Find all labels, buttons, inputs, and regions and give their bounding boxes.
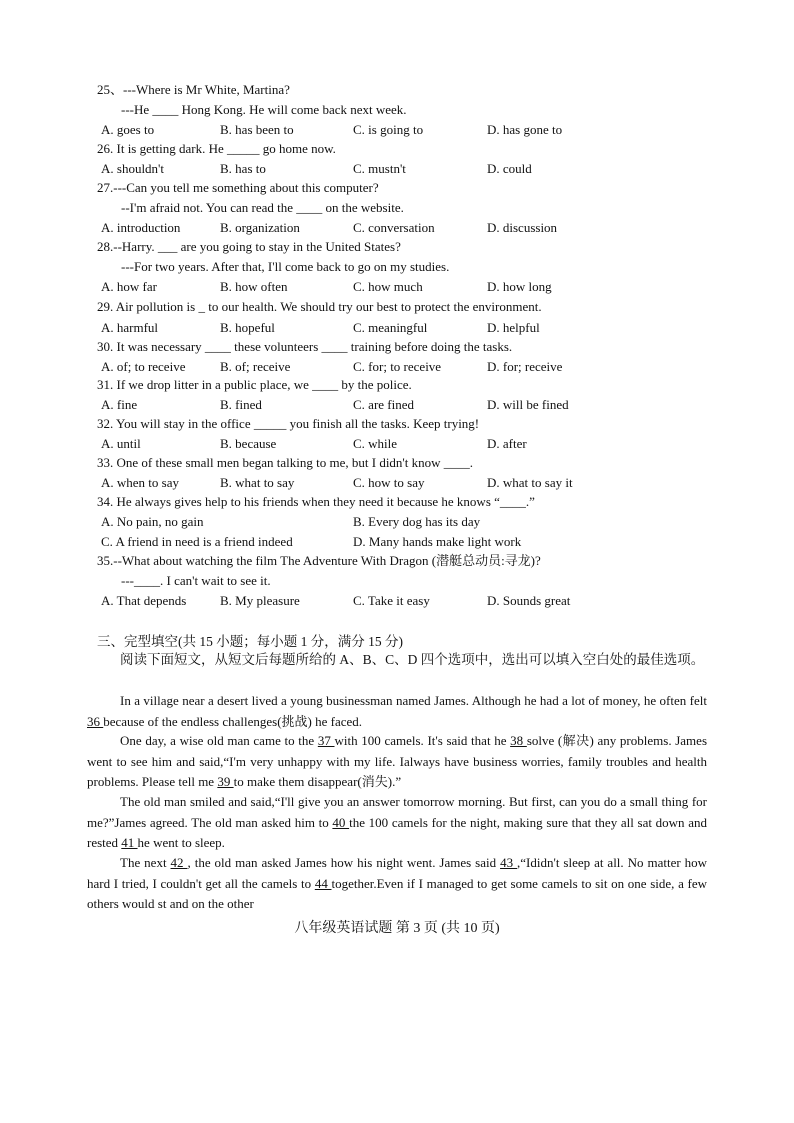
q28-option-b: B. how often bbox=[220, 279, 288, 294]
q30-option-a: A. of; to receive bbox=[101, 359, 186, 374]
question-34-stem: 34. He always gives help to his friends when they need it because he knows “____.” bbox=[97, 494, 535, 509]
q31-option-d: D. will be fined bbox=[487, 397, 569, 412]
q30-option-d: D. for; receive bbox=[487, 359, 563, 374]
passage-paragraph-2 bbox=[87, 731, 707, 793]
section-title: 三、完型填空(共 15 小题；每小题 1 分，满分 15 分) bbox=[97, 634, 403, 649]
q30-option-b: B. of; receive bbox=[220, 359, 291, 374]
question-28-stem: 28.--Harry. ___ are you going to stay in the United States? bbox=[97, 239, 401, 254]
blank-38: 38 bbox=[510, 733, 527, 748]
q27-option-a: A. introduction bbox=[101, 220, 181, 235]
q33-option-a: A. when to say bbox=[101, 475, 179, 490]
q35-option-c: C. Take it easy bbox=[353, 593, 430, 608]
q35-option-a: A. That depends bbox=[101, 593, 187, 608]
q30-option-c: C. for; to receive bbox=[353, 359, 442, 374]
q27-option-c: C. conversation bbox=[353, 220, 435, 235]
page-footer: 八年级英语试题 第 3 页 (共 10 页) bbox=[294, 921, 500, 936]
q35-option-d: D. Sounds great bbox=[487, 593, 571, 608]
passage-paragraph-3 bbox=[87, 792, 707, 854]
passage-text: In a village near a desert lived a young businessman named James. Although he had a lot of money, he often felt bbox=[120, 693, 707, 708]
blank-40: 40 bbox=[332, 814, 350, 830]
passage-text: with 100 camels. It's said that he bbox=[334, 733, 511, 748]
q27-option-d: D. discussion bbox=[487, 220, 558, 235]
q25-option-a: A. goes to bbox=[101, 122, 155, 137]
question-27-reply: --I'm afraid not. You can read the ____ on the website. bbox=[121, 200, 404, 215]
blank-36: 36 bbox=[87, 713, 104, 729]
passage-text: ,“Ididn't sleep at all. No matter how hard I tried, I couldn't get all the camels to bbox=[87, 855, 708, 891]
q32-option-a: A. until bbox=[101, 436, 141, 451]
passage-text: solve (解决) any problems. James went to see him and said,“I'm very unhappy with my life. Ialways have business worries, family troubles and health problems. Please tell me bbox=[87, 733, 707, 789]
passage-paragraph-4 bbox=[87, 853, 707, 915]
passage-text: The next bbox=[120, 855, 171, 870]
q33-option-b: B. what to say bbox=[220, 475, 295, 490]
passage-text: the 100 camels for the night, making sure that they all sat down and rested bbox=[87, 814, 708, 850]
q27-option-b: B. organization bbox=[220, 220, 300, 235]
passage-text: together.Even if I managed to get some camels to sit on one side, a few others would st and on the other bbox=[87, 875, 707, 911]
q32-option-c: C. while bbox=[353, 436, 398, 451]
question-33-stem: 33. One of these small men began talking to me, but I didn't know ____. bbox=[97, 455, 474, 470]
q34-option-b: B. Every dog has its day bbox=[353, 514, 481, 529]
q26-option-d: D. could bbox=[487, 161, 532, 176]
q26-option-a: A. shouldn't bbox=[101, 161, 165, 176]
q29-option-b: B. hopeful bbox=[220, 320, 275, 335]
q34-option-a: A. No pain, no gain bbox=[101, 514, 204, 529]
passage-text: because of the endless challenges(挑战) he faced. bbox=[103, 713, 363, 729]
passage-text: he went to sleep. bbox=[137, 835, 225, 850]
passage-paragraph-1 bbox=[87, 691, 707, 732]
blank-44: 44 bbox=[314, 875, 332, 891]
q25-option-c: C. is going to bbox=[353, 122, 424, 137]
q31-option-c: C. are fined bbox=[353, 397, 415, 412]
q28-option-d: D. how long bbox=[487, 279, 552, 294]
q34-option-d: D. Many hands make light work bbox=[353, 534, 522, 549]
blank-43: 43 bbox=[500, 855, 518, 870]
q25-option-b: B. has been to bbox=[220, 122, 294, 137]
q32-option-b: B. because bbox=[220, 436, 277, 451]
blank-37: 37 bbox=[317, 733, 335, 748]
passage-text: to make them disappear(消失).” bbox=[233, 774, 402, 789]
question-35-stem: 35.--What about watching the film The Adventure With Dragon (潜艇总动员:寻龙)? bbox=[97, 553, 541, 568]
question-30-stem: 30. It was necessary ____ these volunteers ____ training before doing the tasks. bbox=[97, 339, 513, 354]
question-31-stem: 31. If we drop litter in a public place, we ____ by the police. bbox=[97, 377, 412, 392]
q31-option-b: B. fined bbox=[220, 397, 262, 412]
blank-42: 42 bbox=[170, 855, 188, 870]
section-instructions: 阅读下面短文，从短文后每题所给的 A、B、C、D 四个选项中，选出可以填入空白处的最佳选项。 bbox=[120, 652, 705, 667]
question-25-stem: 25、---Where is Mr White, Martina? bbox=[97, 82, 290, 97]
question-29-stem: 29. Air pollution is _ to our health. We should try our best to protect the environment. bbox=[97, 299, 542, 314]
question-35-reply: ---____. I can't wait to see it. bbox=[121, 573, 271, 588]
passage-text: , the old man asked James how his night went. James said bbox=[187, 855, 501, 870]
q29-option-c: C. meaningful bbox=[353, 320, 428, 335]
q29-option-a: A. harmful bbox=[101, 320, 159, 335]
question-28-reply: ---For two years. After that, I'll come back to go on my studies. bbox=[121, 259, 450, 274]
blank-41: 41 bbox=[121, 835, 138, 850]
q25-option-d: D. has gone to bbox=[487, 122, 563, 137]
question-32-stem: 32. You will stay in the office _____ you finish all the tasks. Keep trying! bbox=[97, 416, 480, 431]
q35-option-b: B. My pleasure bbox=[220, 593, 300, 608]
q33-option-c: C. how to say bbox=[353, 475, 425, 490]
blank-39: 39 bbox=[217, 774, 234, 789]
q29-option-d: D. helpful bbox=[487, 320, 540, 335]
q28-option-c: C. how much bbox=[353, 279, 423, 294]
q26-option-b: B. has to bbox=[220, 161, 266, 176]
passage-text: One day, a wise old man came to the bbox=[120, 733, 318, 748]
question-25-reply: ---He ____ Hong Kong. He will come back next week. bbox=[121, 102, 407, 117]
passage-text: The old man smiled and said,“I'll give you an answer tomorrow morning. But first, can you do a small thing for me?”James agreed. The old man asked him to bbox=[87, 794, 707, 830]
q32-option-d: D. after bbox=[487, 436, 527, 451]
question-26-stem: 26. It is getting dark. He _____ go home now. bbox=[97, 141, 336, 156]
q28-option-a: A. how far bbox=[101, 279, 157, 294]
q26-option-c: C. mustn't bbox=[353, 161, 406, 176]
q31-option-a: A. fine bbox=[101, 397, 138, 412]
question-27-stem: 27.---Can you tell me something about this computer? bbox=[97, 180, 379, 195]
q33-option-d: D. what to say it bbox=[487, 475, 573, 490]
q34-option-c: C. A friend in need is a friend indeed bbox=[101, 534, 293, 549]
